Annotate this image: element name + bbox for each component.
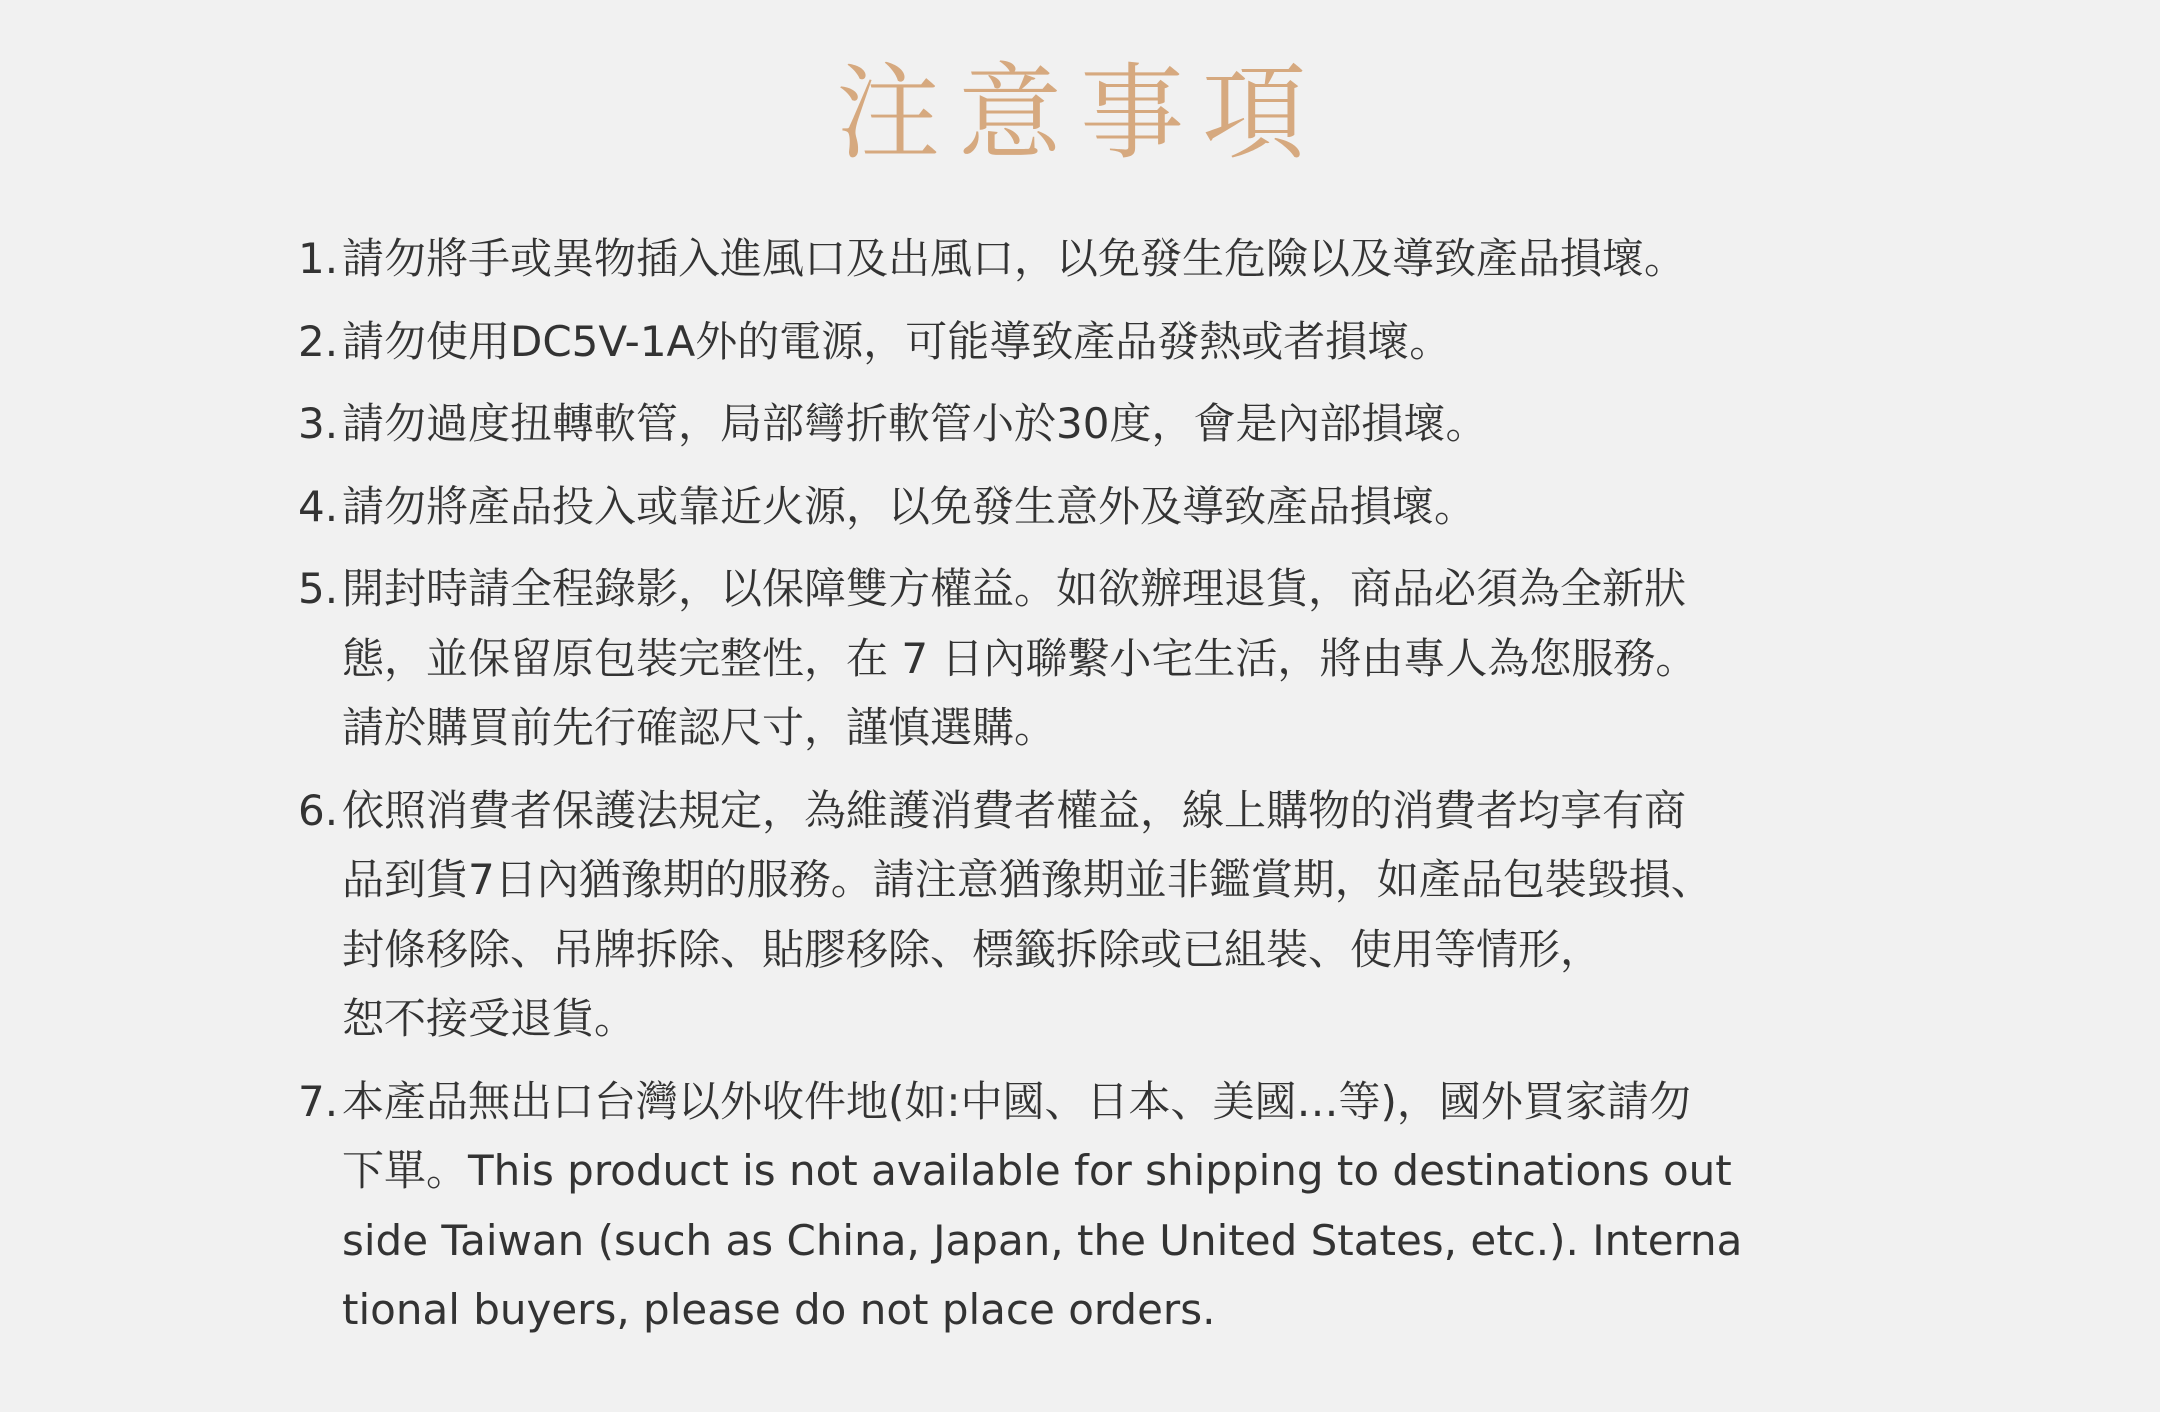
note-text [342, 1067, 1902, 1345]
note-line: 恕不接受退貨。 [342, 994, 637, 1043]
note-line: 下單。This product is not available for shipping to destinations out [342, 1146, 1732, 1195]
note-line: 開封時請全程錄影，以保障雙方權益。如欲辦理退貨，商品必須為全新狀 [342, 564, 1687, 613]
notes-list [298, 224, 1898, 1358]
note-line: 依照消費者保護法規定，為維護消費者權益，線上購物的消費者均享有商 [342, 785, 1687, 835]
note-line: 本產品無出口台灣以外收件地(如:中國、日本、美國…等)，國外買家請勿 [342, 1076, 1691, 1126]
note-text [342, 776, 1902, 1054]
note-number: 4. [298, 481, 339, 531]
note-line: 請勿過度扭轉軟管，局部彎折軟管小於30度，會是內部損壞。 [342, 399, 1488, 448]
note-number: 5. [298, 564, 339, 613]
note-item-3 [298, 389, 1898, 459]
note-number: 7. [298, 1076, 339, 1126]
note-line: tional buyers, please do not place orders. [342, 1285, 1216, 1334]
note-item-2 [298, 307, 1898, 377]
note-line: 請於購買前先行確認尺寸，謹慎選購。 [342, 703, 1057, 752]
note-line: 品到貨7日內猶豫期的服務。請注意猶豫期並非鑑賞期，如產品包裝毀損、 [342, 855, 1713, 904]
note-item-1 [298, 224, 1898, 294]
note-line: 態，並保留原包裝完整性，在 7 日內聯繫小宅生活，將由專人為您服務。 [342, 633, 1698, 683]
note-line: 請勿將手或異物插入進風口及出風口，以免發生危險以及導致產品損壞。 [342, 234, 1687, 283]
note-number: 6. [298, 785, 339, 835]
note-number: 3. [298, 399, 339, 448]
note-number: 2. [298, 316, 339, 366]
note-text [342, 472, 1902, 542]
note-line: 封條移除、吊牌拆除、貼膠移除、標籤拆除或已組裝、使用等情形， [342, 924, 1603, 974]
note-line: side Taiwan (such as China, Japan, the United States, etc.). Interna [342, 1215, 1743, 1265]
note-item-5 [298, 554, 1898, 763]
page-title: 注意事項 [835, 52, 1324, 174]
note-item-4 [298, 472, 1898, 542]
note-text [342, 224, 1902, 294]
note-line: 請勿將產品投入或靠近火源，以免發生意外及導致產品損壞。 [342, 481, 1477, 531]
note-number: 1. [298, 234, 339, 283]
note-text [342, 389, 1902, 459]
note-item-7 [298, 1067, 1898, 1345]
note-line: 請勿使用DC5V-1A外的電源，可能導致產品發熱或者損壞。 [342, 316, 1452, 366]
note-text [342, 307, 1902, 377]
note-text [342, 554, 1902, 763]
note-item-6 [298, 776, 1898, 1054]
